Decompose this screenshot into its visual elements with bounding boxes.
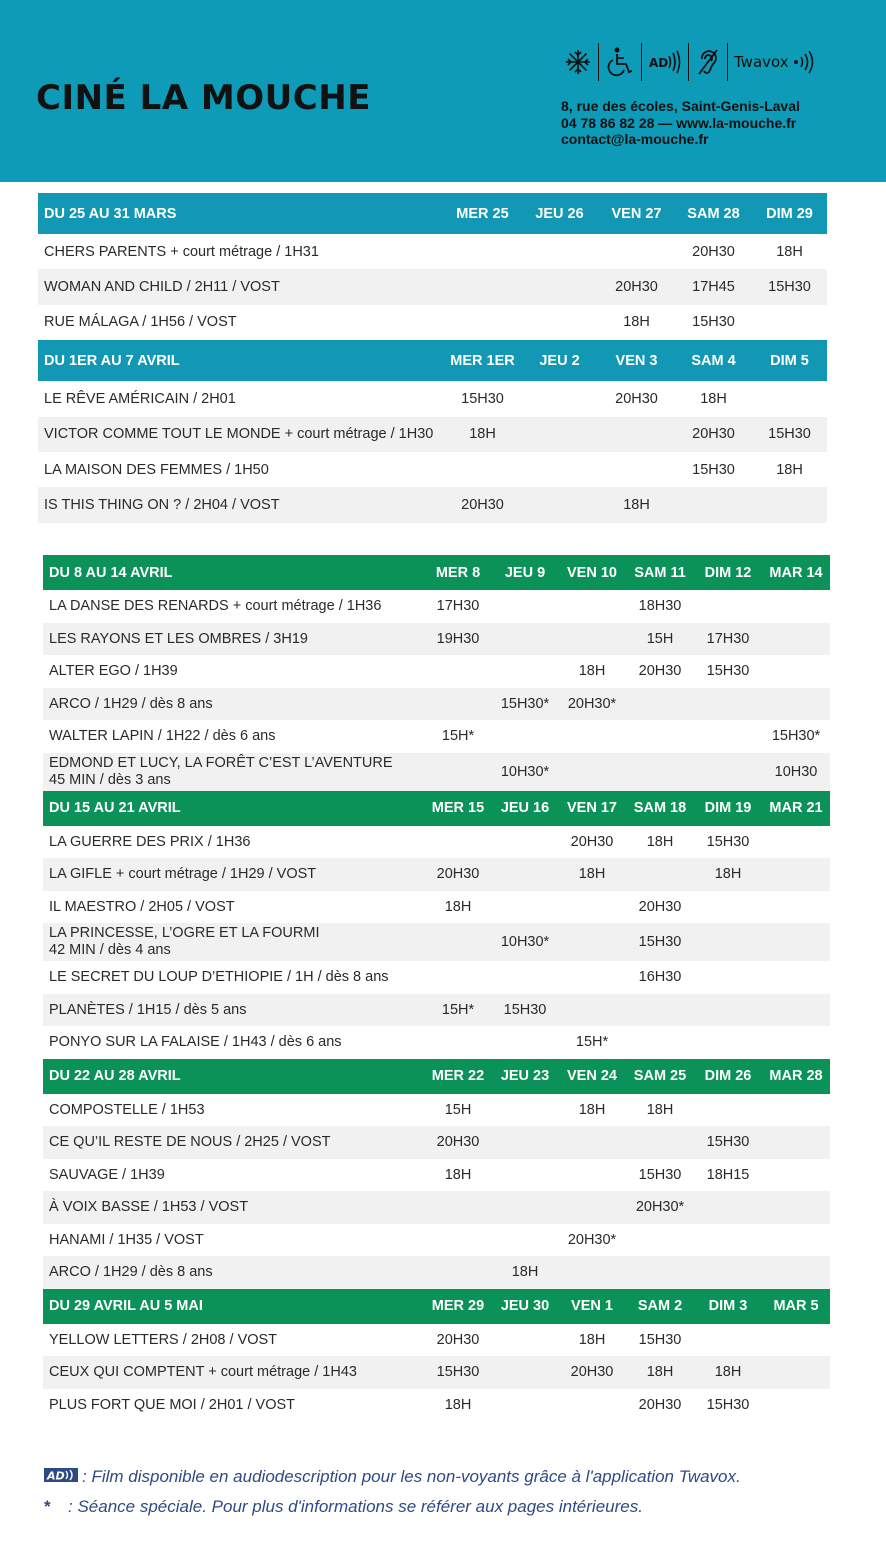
header-banner	[0, 0, 886, 182]
showtime	[492, 590, 558, 623]
showtime: 15H30	[626, 923, 694, 961]
showtime: 18H	[492, 1256, 558, 1289]
week-label: DU 8 AU 14 AVRIL	[43, 555, 424, 590]
showtime: 17H30	[694, 623, 762, 656]
film-title: PONYO SUR LA FALAISE / 1H43 / dès 6 ans	[49, 1034, 342, 1051]
film-row	[43, 826, 830, 859]
showtime	[424, 1191, 492, 1224]
day-header: JEU 16	[492, 791, 558, 826]
showtime: 15H30	[706, 833, 750, 850]
film-title: IL MAESTRO / 2H05 / VOST	[49, 898, 235, 915]
showtime	[492, 826, 558, 859]
film-row	[43, 1356, 830, 1389]
showtime: 18H	[444, 898, 472, 915]
film-row	[43, 858, 830, 891]
email: contact@la-mouche.fr	[561, 131, 709, 147]
showtime: 20H30	[638, 663, 682, 680]
twavox-icon	[728, 44, 821, 80]
showtime	[521, 269, 598, 304]
showtime: 18H	[558, 858, 626, 891]
week-header	[43, 555, 830, 590]
showtime: 18H15	[706, 1166, 750, 1183]
day-header: MER 29	[424, 1289, 492, 1324]
showtime	[492, 1159, 558, 1192]
showtime	[492, 891, 558, 924]
showtime: 20H30	[424, 858, 492, 891]
day-header: JEU 26	[521, 193, 598, 234]
week-header	[43, 791, 830, 826]
showtime	[424, 1256, 492, 1289]
showtime	[762, 826, 830, 859]
showtime	[626, 858, 694, 891]
showtime	[762, 1159, 830, 1192]
showtime	[598, 417, 675, 452]
showtime: 18H	[694, 858, 762, 891]
film-title: COMPOSTELLE / 1H53	[49, 1101, 205, 1118]
film-title: CEUX QUI COMPTENT + court métrage / 1H43	[43, 1356, 424, 1389]
showtime: 18H	[578, 1331, 606, 1348]
showtime	[558, 1389, 626, 1422]
film-title: RUE MÁLAGA / 1H56 / VOST	[44, 314, 237, 331]
film-title: SAUVAGE / 1H39	[49, 1166, 165, 1183]
showtime	[424, 688, 492, 721]
showtime	[558, 590, 626, 623]
showtime: 15H	[444, 1101, 472, 1118]
week-header	[38, 340, 827, 381]
showtime	[521, 417, 598, 452]
showtime	[598, 234, 675, 269]
film-title: IS THIS THING ON ? / 2H04 / VOST	[38, 487, 444, 522]
day-header: JEU 23	[492, 1059, 558, 1094]
film-title: YELLOW LETTERS / 2H08 / VOST	[49, 1331, 278, 1348]
film-title: VICTOR COMME TOUT LE MONDE + court métrage / 1H30	[38, 417, 444, 452]
showtime	[694, 1026, 762, 1059]
film-row	[43, 961, 830, 994]
film-row	[43, 753, 830, 791]
showtime: 18H	[776, 461, 803, 478]
showtime	[762, 1126, 830, 1159]
showtime	[492, 1126, 558, 1159]
showtime	[694, 590, 762, 623]
film-row	[38, 269, 827, 304]
schedule-april-may	[43, 555, 830, 1421]
showtime	[762, 1389, 830, 1422]
showtime	[492, 655, 558, 688]
film-row	[43, 923, 830, 961]
film-title: ARCO / 1H29 / dès 8 ans	[43, 1256, 424, 1289]
svg-text:AD: AD	[47, 1469, 65, 1482]
showtime	[424, 923, 492, 961]
film-row	[43, 891, 830, 924]
day-header: VEN 17	[558, 791, 626, 826]
day-header: MER 1ER	[444, 340, 521, 381]
film-title: CE QU’IL RESTE DE NOUS / 2H25 / VOST	[43, 1126, 424, 1159]
showtime	[424, 1026, 492, 1059]
showtime	[521, 234, 598, 269]
day-header: VEN 10	[558, 555, 626, 590]
showtime: 15H*	[424, 994, 492, 1027]
film-row	[43, 590, 830, 623]
film-title	[43, 753, 424, 791]
twavox-label: Twavox	[734, 53, 789, 71]
showtime	[762, 891, 830, 924]
showtime	[762, 655, 830, 688]
day-header: SAM 4	[675, 340, 752, 381]
showtime: 15H30	[706, 663, 750, 680]
accessibility-icons	[558, 42, 821, 82]
day-header: DIM 12	[694, 555, 762, 590]
showtime	[521, 487, 598, 522]
film-title: LA GUERRE DES PRIX / 1H36	[49, 833, 251, 850]
showtime	[694, 720, 762, 753]
showtime: 18H	[646, 1101, 674, 1118]
snowflake-icon	[558, 44, 598, 80]
showtime: 18H	[444, 417, 521, 452]
showtime: 15H30	[752, 417, 827, 452]
showtime: 20H30*	[558, 688, 626, 721]
film-row	[43, 1094, 830, 1127]
showtime	[762, 858, 830, 891]
film-title: CHERS PARENTS + court métrage / 1H31	[44, 243, 319, 260]
day-header: MER 15	[424, 791, 492, 826]
day-header: VEN 1	[558, 1289, 626, 1324]
showtime	[752, 381, 827, 416]
showtime	[762, 994, 830, 1027]
day-header: MER 25	[444, 193, 521, 234]
showtime: 15H*	[575, 1034, 609, 1051]
wheelchair-icon	[599, 44, 641, 80]
film-row	[43, 1159, 830, 1192]
film-row	[43, 1256, 830, 1289]
showtime	[558, 1159, 626, 1192]
showtime: 15H30	[461, 390, 504, 407]
phone-website: 04 78 86 82 28 — www.la-mouche.fr	[561, 114, 797, 131]
showtime	[558, 923, 626, 961]
day-header: DIM 26	[694, 1059, 762, 1094]
showtime	[444, 452, 521, 487]
showtime: 20H30	[436, 1331, 480, 1348]
star-symbol: *	[44, 1497, 51, 1516]
showtime	[762, 623, 830, 656]
day-header: MER 8	[424, 555, 492, 590]
legend-audio-description	[44, 1462, 741, 1492]
showtime: 20H30*	[567, 1231, 617, 1248]
film-row	[38, 234, 827, 269]
showtime	[492, 1224, 558, 1257]
film-row	[38, 417, 827, 452]
film-row	[43, 1224, 830, 1257]
showtime	[444, 305, 521, 340]
day-header: SAM 28	[675, 193, 752, 234]
showtime	[626, 720, 694, 753]
film-title: LA MAISON DES FEMMES / 1H50	[44, 461, 269, 478]
showtime: 15H30	[692, 314, 735, 331]
week-header	[38, 193, 827, 234]
showtime: 18H	[444, 1166, 472, 1183]
showtime: 15H30	[638, 1166, 682, 1183]
showtime	[626, 1126, 694, 1159]
film-title: LES RAYONS ET LES OMBRES / 3H19	[43, 623, 424, 656]
showtime: 20H30	[675, 417, 752, 452]
day-header: MAR 14	[762, 555, 830, 590]
showtime: 18H	[700, 390, 727, 407]
showtime: 20H30	[692, 243, 735, 260]
showtime: 15H30*	[771, 728, 821, 745]
showtime	[492, 1324, 558, 1357]
audio-description-badge-icon	[44, 1467, 78, 1488]
showtime: 18H	[578, 663, 606, 680]
film-title: LA DANSE DES RENARDS + court métrage / 1H36	[49, 598, 382, 615]
day-header: JEU 9	[492, 555, 558, 590]
showtime: 15H30	[706, 1396, 750, 1413]
film-duration-line: 45 MIN / dès 3 ans	[49, 771, 171, 788]
showtime: 15H30	[694, 1126, 762, 1159]
showtime: 20H30	[638, 1396, 682, 1413]
showtime: 15H30	[492, 994, 558, 1027]
showtime: 20H30	[598, 269, 675, 304]
showtime	[558, 753, 626, 791]
showtime: 15H	[626, 623, 694, 656]
showtime: 17H30	[436, 598, 480, 615]
showtime	[752, 487, 827, 522]
showtime: 18H	[578, 1101, 606, 1118]
showtime	[626, 688, 694, 721]
showtime: 18H	[623, 314, 650, 331]
showtime: 10H30*	[492, 923, 558, 961]
showtime	[444, 269, 521, 304]
week-label: DU 15 AU 21 AVRIL	[43, 791, 424, 826]
day-header: VEN 24	[558, 1059, 626, 1094]
showtime: 18H	[776, 243, 803, 260]
day-header: VEN 27	[598, 193, 675, 234]
showtime	[558, 1126, 626, 1159]
showtime: 18H	[626, 1356, 694, 1389]
showtime	[752, 305, 827, 340]
showtime	[492, 623, 558, 656]
showtime	[626, 1256, 694, 1289]
day-header: SAM 11	[626, 555, 694, 590]
showtime: 17H45	[675, 269, 752, 304]
showtime	[762, 961, 830, 994]
day-header: DIM 19	[694, 791, 762, 826]
showtime: 18H	[646, 833, 674, 850]
showtime: 16H30	[638, 969, 682, 986]
film-row	[38, 381, 827, 416]
day-header: MAR 21	[762, 791, 830, 826]
showtime	[558, 961, 626, 994]
showtime	[762, 1256, 830, 1289]
showtime: 20H30	[424, 1126, 492, 1159]
film-title: WOMAN AND CHILD / 2H11 / VOST	[38, 269, 444, 304]
showtime	[492, 720, 558, 753]
film-title: LA GIFLE + court métrage / 1H29 / VOST	[43, 858, 424, 891]
showtime	[626, 1026, 694, 1059]
showtime	[762, 590, 830, 623]
showtime: 18H30	[638, 598, 682, 615]
day-header: MAR 5	[762, 1289, 830, 1324]
film-duration-line: 42 MIN / dès 4 ans	[49, 942, 171, 958]
showtime	[694, 688, 762, 721]
showtime	[521, 452, 598, 487]
film-row	[43, 1026, 830, 1059]
cinema-title: CINÉ LA MOUCHE	[36, 78, 371, 118]
showtime	[694, 753, 762, 791]
showtime: 15H30	[638, 1331, 682, 1348]
showtime	[521, 381, 598, 416]
film-row	[38, 452, 827, 487]
showtime	[762, 1224, 830, 1257]
showtime	[492, 858, 558, 891]
showtime	[558, 891, 626, 924]
film-row	[43, 720, 830, 753]
film-row	[43, 1126, 830, 1159]
film-row	[43, 655, 830, 688]
week-label: DU 22 AU 28 AVRIL	[43, 1059, 424, 1094]
showtime: 20H30	[615, 390, 658, 407]
showtime	[694, 961, 762, 994]
day-header: VEN 3	[598, 340, 675, 381]
showtime: 10H30	[762, 753, 830, 791]
showtime: 15H30	[752, 269, 827, 304]
showtime	[492, 1356, 558, 1389]
hearing-loop-icon	[689, 44, 727, 80]
showtime	[558, 623, 626, 656]
showtime	[694, 1094, 762, 1127]
showtime	[626, 753, 694, 791]
showtime	[626, 1224, 694, 1257]
showtime: 20H30*	[626, 1191, 694, 1224]
showtime: 20H30	[638, 898, 682, 915]
showtime	[675, 487, 752, 522]
week-header	[43, 1289, 830, 1324]
film-title: À VOIX BASSE / 1H53 / VOST	[43, 1191, 424, 1224]
showtime	[762, 923, 830, 961]
showtime	[762, 1356, 830, 1389]
showtime	[694, 891, 762, 924]
audio-description-icon	[642, 44, 688, 80]
showtime	[598, 452, 675, 487]
showtime	[762, 688, 830, 721]
showtime	[694, 1256, 762, 1289]
day-header: MAR 28	[762, 1059, 830, 1094]
showtime: 18H	[598, 487, 675, 522]
day-header: DIM 5	[752, 340, 827, 381]
legend-audio-description-text: : Film disponible en audiodescription pour les non-voyants grâce à l'application Twavox.	[82, 1467, 741, 1486]
showtime	[558, 720, 626, 753]
film-row	[43, 1389, 830, 1422]
film-title: LE SECRET DU LOUP D’ETHIOPIE / 1H / dès 8 ans	[49, 969, 389, 986]
svg-text:AD: AD	[649, 56, 669, 70]
showtime	[558, 1256, 626, 1289]
showtime: 20H30	[558, 1356, 626, 1389]
showtime	[424, 655, 492, 688]
showtime	[424, 826, 492, 859]
film-row	[38, 305, 827, 340]
film-title	[43, 923, 424, 961]
film-row	[43, 623, 830, 656]
day-header: SAM 18	[626, 791, 694, 826]
showtime	[694, 1224, 762, 1257]
showtime	[424, 753, 492, 791]
day-header: SAM 25	[626, 1059, 694, 1094]
schedule-march-april	[38, 193, 827, 523]
showtime	[521, 305, 598, 340]
address: 8, rue des écoles, Saint-Genis-Laval	[561, 98, 800, 114]
showtime	[492, 1389, 558, 1422]
film-title-line: LA PRINCESSE, L’OGRE ET LA FOURMI	[49, 925, 320, 941]
day-header: DIM 29	[752, 193, 827, 234]
film-title-line: EDMOND ET LUCY, LA FORÊT C’EST L’AVENTURE	[49, 754, 393, 771]
showtime	[444, 234, 521, 269]
showtime	[424, 1224, 492, 1257]
week-label: DU 25 AU 31 MARS	[38, 193, 444, 234]
day-header: JEU 30	[492, 1289, 558, 1324]
showtime	[492, 1191, 558, 1224]
showtime: 19H30	[424, 623, 492, 656]
showtime	[492, 1094, 558, 1127]
film-title: ARCO / 1H29 / dès 8 ans	[43, 688, 424, 721]
showtime: 20H30	[444, 487, 521, 522]
week-label: DU 1ER AU 7 AVRIL	[38, 340, 444, 381]
film-row	[38, 487, 827, 522]
film-title: WALTER LAPIN / 1H22 / dès 6 ans	[49, 728, 276, 745]
film-row	[43, 1324, 830, 1357]
film-title: ALTER EGO / 1H39	[49, 663, 178, 680]
showtime	[694, 994, 762, 1027]
day-header: MER 22	[424, 1059, 492, 1094]
showtime: 15H30	[424, 1356, 492, 1389]
film-title: PLANÈTES / 1H15 / dès 5 ans	[43, 994, 424, 1027]
showtime: 18H	[694, 1356, 762, 1389]
showtime	[626, 994, 694, 1027]
showtime: 18H	[444, 1396, 472, 1413]
showtime	[694, 1191, 762, 1224]
showtime	[558, 994, 626, 1027]
showtime: 15H30	[692, 461, 735, 478]
showtime: 15H*	[441, 728, 475, 745]
showtime	[558, 1191, 626, 1224]
legend-special-screening-text: : Séance spéciale. Pour plus d'informations se référer aux pages intérieures.	[68, 1497, 643, 1516]
film-row	[43, 994, 830, 1027]
showtime	[762, 1094, 830, 1127]
day-header: SAM 2	[626, 1289, 694, 1324]
film-row	[43, 688, 830, 721]
day-header: DIM 3	[694, 1289, 762, 1324]
legend-notes	[44, 1462, 741, 1522]
showtime	[694, 923, 762, 961]
showtime	[694, 1324, 762, 1357]
showtime	[762, 1191, 830, 1224]
week-header	[43, 1059, 830, 1094]
showtime	[762, 1324, 830, 1357]
showtime	[762, 1026, 830, 1059]
day-header: JEU 2	[521, 340, 598, 381]
showtime	[492, 1026, 558, 1059]
showtime: 10H30*	[492, 753, 558, 791]
showtime: 20H30	[570, 833, 614, 850]
week-label: DU 29 AVRIL AU 5 MAI	[43, 1289, 424, 1324]
contact-info	[561, 98, 800, 148]
legend-special-screening	[44, 1492, 741, 1522]
showtime	[424, 961, 492, 994]
showtime: 15H30*	[492, 688, 558, 721]
film-row	[43, 1191, 830, 1224]
film-title: PLUS FORT QUE MOI / 2H01 / VOST	[49, 1396, 296, 1413]
showtime	[492, 961, 558, 994]
film-title: HANAMI / 1H35 / VOST	[49, 1231, 204, 1248]
film-title: LE RÊVE AMÉRICAIN / 2H01	[44, 390, 236, 407]
